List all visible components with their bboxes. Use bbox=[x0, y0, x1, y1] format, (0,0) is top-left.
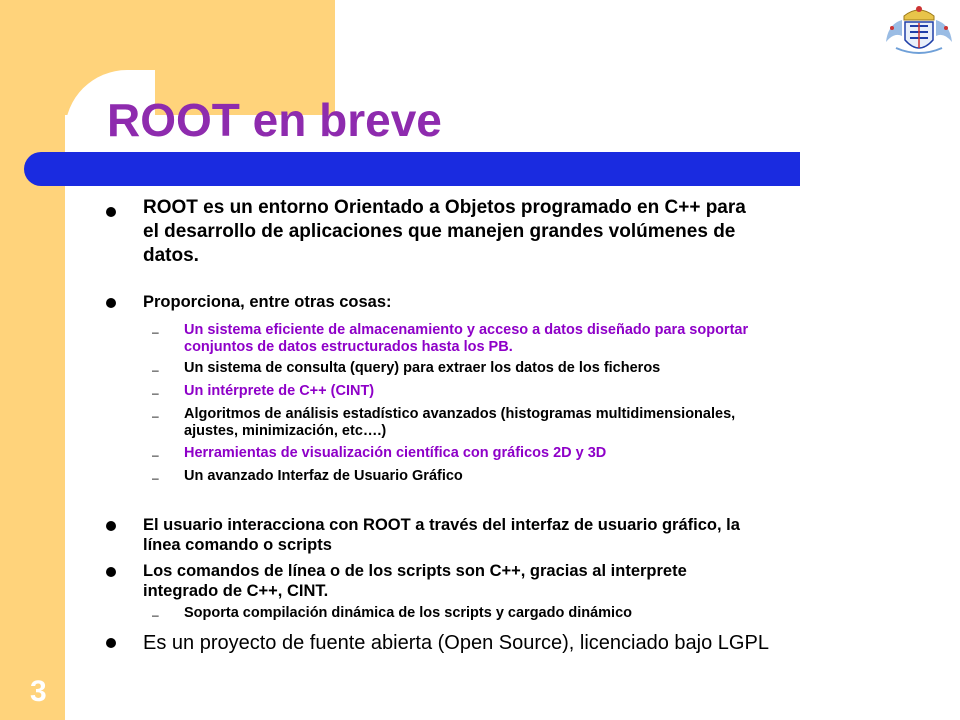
sub-dash: – bbox=[152, 363, 159, 377]
subitem-5-line-1: Herramientas de visualización científica con gráficos 2D y 3D bbox=[184, 445, 607, 461]
subitem-1-line-1: Un sistema eficiente de almacenamiento y acceso a datos diseñado para soportar bbox=[184, 322, 749, 338]
bullet-1-line-2: el desarrollo de aplicaciones que manejen grandes volúmenes de bbox=[143, 221, 736, 242]
subitem-3-line-1: Un intérprete de C++ (CINT) bbox=[184, 383, 375, 399]
bullet-dot bbox=[106, 207, 116, 217]
title-underline-bar bbox=[24, 152, 800, 186]
subitem-6-line-1: Un avanzado Interfaz de Usuario Gráfico bbox=[184, 468, 463, 484]
sub-dash: – bbox=[152, 608, 159, 622]
subitem-2-line-1: Un sistema de consulta (query) para extraer los datos de los ficheros bbox=[184, 360, 661, 376]
subitem-4-line-1: Algoritmos de análisis estadístico avanzados (histogramas multidimensionales, bbox=[184, 406, 736, 422]
bullet-1-line-1: ROOT es un entorno Orientado a Objetos programado en C++ para bbox=[143, 197, 746, 218]
bullet-5-line-1: Es un proyecto de fuente abierta (Open Source), licenciado bajo LGPL bbox=[143, 632, 769, 654]
bullet-2-line-1: Proporciona, entre otras cosas: bbox=[143, 293, 392, 311]
bullet-dot bbox=[106, 567, 116, 577]
bullet-1-line-3: datos. bbox=[143, 245, 199, 266]
sub-dash: – bbox=[152, 471, 159, 485]
university-crest-icon bbox=[880, 2, 958, 58]
slide-title: ROOT en breve bbox=[107, 94, 442, 146]
subitem-7-line-1: Soporta compilación dinámica de los scripts y cargado dinámico bbox=[184, 605, 633, 621]
sub-dash: – bbox=[152, 409, 159, 423]
bullet-dot bbox=[106, 521, 116, 531]
subitem-1-line-2: conjuntos de datos estructurados hasta los PB. bbox=[184, 339, 513, 355]
subitem-4-line-2: ajustes, minimización, etc….) bbox=[184, 423, 387, 439]
bullet-3-line-2: línea comando o scripts bbox=[143, 536, 332, 554]
sub-dash: – bbox=[152, 448, 159, 462]
sub-dash: – bbox=[152, 386, 159, 400]
bullet-dot bbox=[106, 298, 116, 308]
bullet-3-line-1: El usuario interacciona con ROOT a través del interfaz de usuario gráfico, la bbox=[143, 516, 740, 534]
page-number: 3 bbox=[30, 675, 47, 708]
bullet-4-line-2: integrado de C++, CINT. bbox=[143, 582, 329, 600]
bullet-dot bbox=[106, 638, 116, 648]
sub-dash: – bbox=[152, 325, 159, 339]
bullet-4-line-1: Los comandos de línea o de los scripts son C++, gracias al interprete bbox=[143, 562, 687, 580]
left-decor-band bbox=[0, 0, 65, 720]
